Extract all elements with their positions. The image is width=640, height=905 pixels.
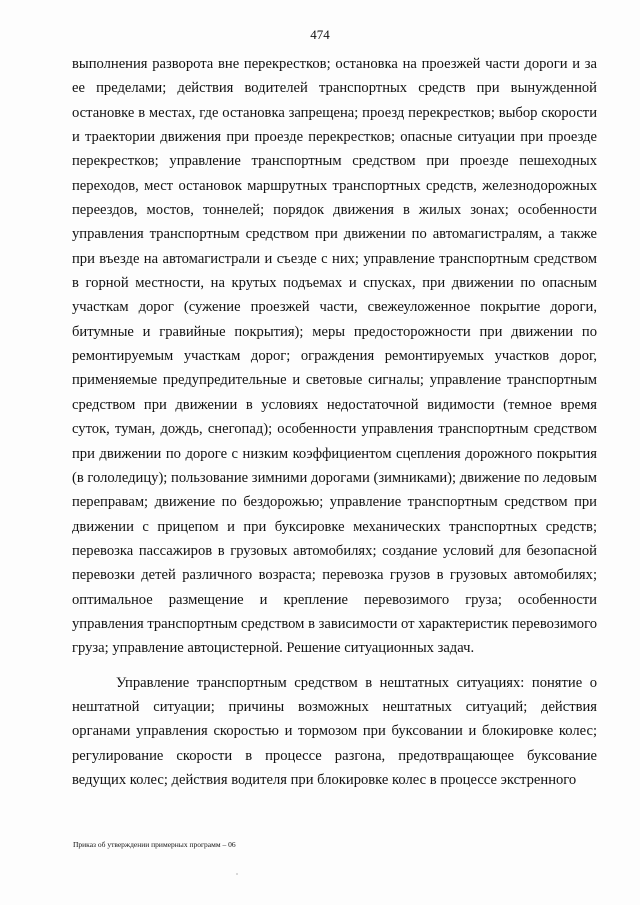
page-number: 474 <box>310 27 330 42</box>
footer-note: Приказ об утверждении примерных программ – 06 <box>73 840 236 849</box>
paragraph-continuation: выполнения разворота вне перекрестков; остановка на проезжей части дороги и за ее пределами; действия водителей транспортных средств при вынужденной остановке в местах, где остановка запрещена; проезд перекрестков; выбор скорости и траектории движения при проезде перекрестков; опасные ситуации при проезде перекрестков; управление транспортным средством при проезде пешеходных переходов, мест остановок маршрутных транспортных средств, железнодорожных переездов, мостов, тоннелей; порядок движения в жилых зонах; особенности управления транспортным средством при движении по автомагистралям, а также при въезде на автомагистрали и съезде с них; управление транспортным средством в горной местности, на крутых подъемах и спусках, при движении по опасным участкам дорог (сужение проезжей части, свежеуложенное покрытие дороги, битумные и гравийные покрытия); меры предосторожности при движении по ремонтируемым участкам дорог; ограждения ремонтируемых участков дорог, применяемые предупредительные и световые сигналы; управление транспортным средством при движении в условиях недостаточной видимости (темное время суток, туман, дождь, снегопад); особенности управления транспортным средством при движении по дороге с низким коэффициентом сцепления дорожного покрытия (в гололедицу); пользование зимними дорогами (зимниками); движение по ледовым переправам; движение по бездорожью; управление транспортным средством при движении с прицепом и при буксировке механических транспортных средств; перевозка пассажиров в грузовых автомобилях; создание условий для безопасной перевозки детей различного возраста; перевозка грузов в грузовых автомобилях; оптимальное размещение и крепление перевозимого груза; особенности управления транспортным средством в зависимости от характеристик перевозимого груза; управление автоцистерной. Решение ситуационных задач. <box>72 56 597 657</box>
paragraph-emergency-situations: Управление транспортным средством в нештатных ситуациях: понятие о нештатной ситуации; причины возможных нештатных ситуаций; действия органами управления скоростью и тормозом при буксовании и блокировке колес; регулирование скорости в процессе разгона, предотвращающее буксование ведущих колес; действия водителя при блокировке колес в процессе экстренного <box>72 674 597 788</box>
document-body <box>72 52 597 792</box>
scan-artifact <box>236 873 238 875</box>
